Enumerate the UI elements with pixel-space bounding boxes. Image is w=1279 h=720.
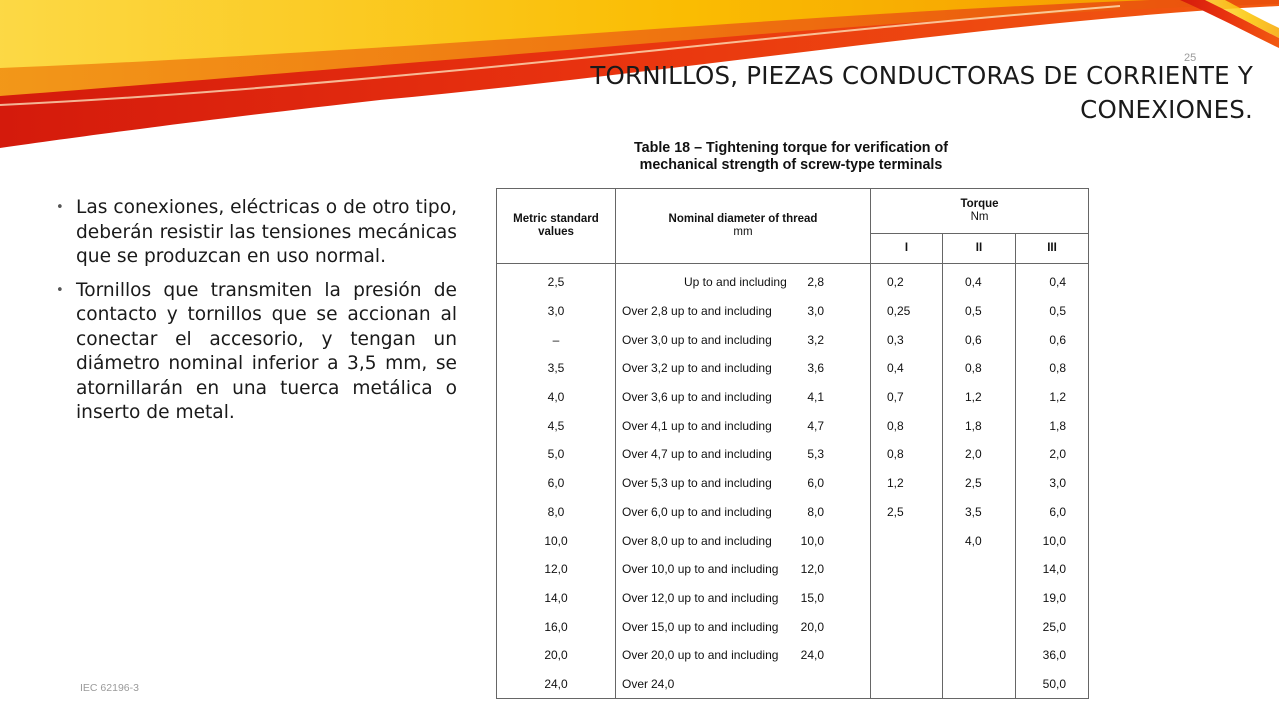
cell-torque-i: 0,7: [871, 383, 943, 412]
cell-torque-ii: 2,5: [943, 469, 1016, 498]
cell-torque-iii: 0,4: [1016, 264, 1089, 297]
cell-torque-i: 0,25: [871, 297, 943, 326]
cell-diameter-prefix: Over: [622, 390, 649, 405]
cell-metric: 2,5: [497, 264, 616, 297]
bullet-dot-icon: •: [56, 282, 64, 298]
cell-metric: 3,0: [497, 297, 616, 326]
table-row: [497, 325, 1089, 354]
table-row: [497, 297, 1089, 326]
page-number: 25: [1184, 52, 1197, 64]
cell-diameter: [616, 670, 871, 699]
table-caption: [560, 140, 1022, 174]
cell-torque-i: [871, 641, 943, 670]
table-row: [497, 584, 1089, 613]
header-diameter-unit: mm: [733, 226, 753, 238]
header-diameter-label: Nominal diameter of thread: [668, 213, 818, 225]
cell-torque-ii: 1,8: [943, 411, 1016, 440]
cell-diameter-prefix: Over: [622, 447, 649, 462]
cell-diameter-range: 10,0 up to and including: [651, 562, 779, 577]
cell-metric: 4,0: [497, 383, 616, 412]
cell-diameter: [616, 383, 871, 412]
header-metric: [497, 189, 616, 264]
table-row: [497, 383, 1089, 412]
cell-diameter-range: 5,3 up to and including: [651, 476, 772, 491]
table-row: [497, 411, 1089, 440]
cell-diameter: [616, 526, 871, 555]
table-caption-line-2: mechanical strength of screw-type terminals: [639, 157, 943, 173]
cell-diameter-range: 6,0 up to and including: [651, 504, 772, 519]
cell-torque-ii: 0,4: [943, 264, 1016, 297]
cell-torque-ii: [943, 612, 1016, 641]
cell-diameter-range: 15,0 up to and including: [651, 619, 779, 634]
cell-diameter-limit: 2,8: [807, 275, 824, 290]
cell-torque-iii: 6,0: [1016, 498, 1089, 527]
slide-title: [353, 59, 1253, 127]
cell-diameter-prefix: Over: [622, 676, 649, 691]
table-row: [497, 354, 1089, 383]
cell-torque-iii: 19,0: [1016, 584, 1089, 613]
cell-torque-iii: 2,0: [1016, 440, 1089, 469]
cell-torque-iii: 1,2: [1016, 383, 1089, 412]
slide-title-line-1: TORNILLOS, PIEZAS CONDUCTORAS DE CORRIENTE Y: [590, 61, 1253, 90]
table-row: [497, 555, 1089, 584]
table-row: [497, 670, 1089, 699]
cell-torque-ii: 1,2: [943, 383, 1016, 412]
cell-diameter: [616, 498, 871, 527]
cell-diameter-range: 3,0 up to and including: [651, 332, 772, 347]
cell-diameter: [616, 354, 871, 383]
header-diameter: [616, 189, 871, 264]
cell-torque-i: [871, 670, 943, 699]
cell-torque-ii: 0,6: [943, 325, 1016, 354]
cell-torque-ii: 0,5: [943, 297, 1016, 326]
cell-diameter-limit: 20,0: [800, 619, 824, 634]
cell-torque-iii: 0,8: [1016, 354, 1089, 383]
cell-diameter-range: 3,2 up to and including: [651, 361, 772, 376]
footer-note: IEC 62196-3: [80, 682, 139, 694]
cell-metric: 8,0: [497, 498, 616, 527]
cell-diameter-limit: 3,0: [807, 304, 824, 319]
header-torque: [871, 189, 1089, 234]
cell-diameter-range: 2,8 up to and including: [651, 304, 772, 319]
cell-torque-i: [871, 526, 943, 555]
cell-torque-i: 1,2: [871, 469, 943, 498]
bullet-list: [56, 196, 457, 435]
cell-diameter-prefix: Over: [622, 504, 649, 519]
cell-torque-ii: [943, 670, 1016, 699]
header-col-ii: II: [943, 234, 1016, 264]
cell-diameter-range: Up to and including: [684, 275, 787, 290]
bullet-item: [56, 279, 457, 426]
bullet-item: [56, 196, 457, 270]
cell-diameter-limit: 5,3: [807, 447, 824, 462]
cell-diameter-limit: 24,0: [800, 648, 824, 663]
cell-metric: 12,0: [497, 555, 616, 584]
cell-torque-ii: 4,0: [943, 526, 1016, 555]
cell-metric: 10,0: [497, 526, 616, 555]
cell-torque-iii: 0,5: [1016, 297, 1089, 326]
cell-diameter-limit: 10,0: [800, 533, 824, 548]
table-row: [497, 264, 1089, 297]
torque-table: [496, 188, 1089, 699]
cell-diameter-limit: 3,6: [807, 361, 824, 376]
cell-torque-ii: 0,8: [943, 354, 1016, 383]
cell-diameter: [616, 584, 871, 613]
cell-diameter: [616, 297, 871, 326]
cell-diameter: [616, 469, 871, 498]
cell-torque-i: [871, 612, 943, 641]
cell-diameter-range: 4,1 up to and including: [651, 418, 772, 433]
header-metric-line-1: Metric standard: [513, 213, 599, 225]
cell-torque-ii: [943, 641, 1016, 670]
cell-diameter-limit: 8,0: [807, 504, 824, 519]
cell-diameter-prefix: Over: [622, 332, 649, 347]
cell-torque-iii: 10,0: [1016, 526, 1089, 555]
cell-metric: 5,0: [497, 440, 616, 469]
cell-metric: –: [497, 325, 616, 354]
cell-torque-ii: [943, 584, 1016, 613]
cell-torque-ii: 2,0: [943, 440, 1016, 469]
cell-diameter-limit: 4,1: [807, 390, 824, 405]
cell-diameter-prefix: Over: [622, 304, 649, 319]
cell-diameter-range: 4,7 up to and including: [651, 447, 772, 462]
header-col-i: I: [871, 234, 943, 264]
cell-diameter-limit: 3,2: [807, 332, 824, 347]
cell-torque-iii: 14,0: [1016, 555, 1089, 584]
cell-torque-i: [871, 584, 943, 613]
cell-metric: 6,0: [497, 469, 616, 498]
header-torque-label: Torque: [960, 198, 999, 210]
cell-diameter-limit: 12,0: [800, 562, 824, 577]
cell-torque-i: 0,8: [871, 411, 943, 440]
table-body: [497, 264, 1089, 699]
table-row: [497, 469, 1089, 498]
cell-torque-i: 0,3: [871, 325, 943, 354]
cell-diameter-prefix: Over: [622, 619, 649, 634]
cell-torque-iii: 3,0: [1016, 469, 1089, 498]
cell-diameter: [616, 264, 871, 297]
cell-torque-i: 0,8: [871, 440, 943, 469]
cell-diameter: [616, 325, 871, 354]
cell-diameter-prefix: Over: [622, 590, 649, 605]
cell-torque-i: 2,5: [871, 498, 943, 527]
cell-torque-i: [871, 555, 943, 584]
cell-diameter-prefix: Over: [622, 476, 649, 491]
cell-diameter: [616, 641, 871, 670]
cell-diameter: [616, 411, 871, 440]
cell-diameter-limit: 6,0: [807, 476, 824, 491]
cell-diameter-range: 3,6 up to and including: [651, 390, 772, 405]
bullet-text: Tornillos que transmiten la presión de contacto y tornillos que se accionan al conectar el accesorio, y tengan un diámetro nominal inferior a 3,5 mm, se atornillarán en una tuerca metálica o inserto de metal.: [76, 279, 457, 423]
cell-diameter-limit: 4,7: [807, 418, 824, 433]
cell-diameter: [616, 555, 871, 584]
cell-torque-ii: [943, 555, 1016, 584]
cell-torque-iii: 1,8: [1016, 411, 1089, 440]
cell-metric: 24,0: [497, 670, 616, 699]
cell-metric: 20,0: [497, 641, 616, 670]
cell-metric: 4,5: [497, 411, 616, 440]
cell-diameter-range: 20,0 up to and including: [651, 648, 779, 663]
cell-torque-iii: 50,0: [1016, 670, 1089, 699]
cell-torque-ii: 3,5: [943, 498, 1016, 527]
cell-diameter-prefix: Over: [622, 648, 649, 663]
slide-title-line-2: CONEXIONES.: [1080, 95, 1253, 124]
cell-diameter-prefix: Over: [622, 562, 649, 577]
cell-metric: 14,0: [497, 584, 616, 613]
cell-diameter-prefix: Over: [622, 418, 649, 433]
table-row: [497, 498, 1089, 527]
cell-diameter: [616, 612, 871, 641]
cell-diameter-prefix: Over: [622, 361, 649, 376]
table-row: [497, 641, 1089, 670]
cell-torque-i: 0,4: [871, 354, 943, 383]
cell-torque-iii: 0,6: [1016, 325, 1089, 354]
cell-torque-iii: 25,0: [1016, 612, 1089, 641]
header-torque-unit: Nm: [970, 211, 989, 223]
cell-metric: 16,0: [497, 612, 616, 641]
cell-diameter-range: 8,0 up to and including: [651, 533, 772, 548]
cell-diameter-range: 24,0: [651, 676, 675, 691]
cell-diameter: [616, 440, 871, 469]
cell-torque-iii: 36,0: [1016, 641, 1089, 670]
table-caption-line-1: Table 18 – Tightening torque for verification of: [633, 140, 949, 156]
table-row: [497, 440, 1089, 469]
bullet-text: Las conexiones, eléctricas o de otro tipo, deberán resistir las tensiones mecánicas que se produzcan en uso normal.: [76, 197, 457, 267]
cell-diameter-range: 12,0 up to and including: [651, 590, 779, 605]
cell-torque-i: 0,2: [871, 264, 943, 297]
table-row: [497, 526, 1089, 555]
bullet-dot-icon: •: [56, 200, 64, 215]
cell-diameter-prefix: Over: [622, 533, 649, 548]
cell-diameter-limit: 15,0: [800, 590, 824, 605]
header-col-iii: III: [1016, 234, 1089, 264]
header-metric-line-2: values: [538, 226, 574, 238]
table-row: [497, 612, 1089, 641]
cell-metric: 3,5: [497, 354, 616, 383]
